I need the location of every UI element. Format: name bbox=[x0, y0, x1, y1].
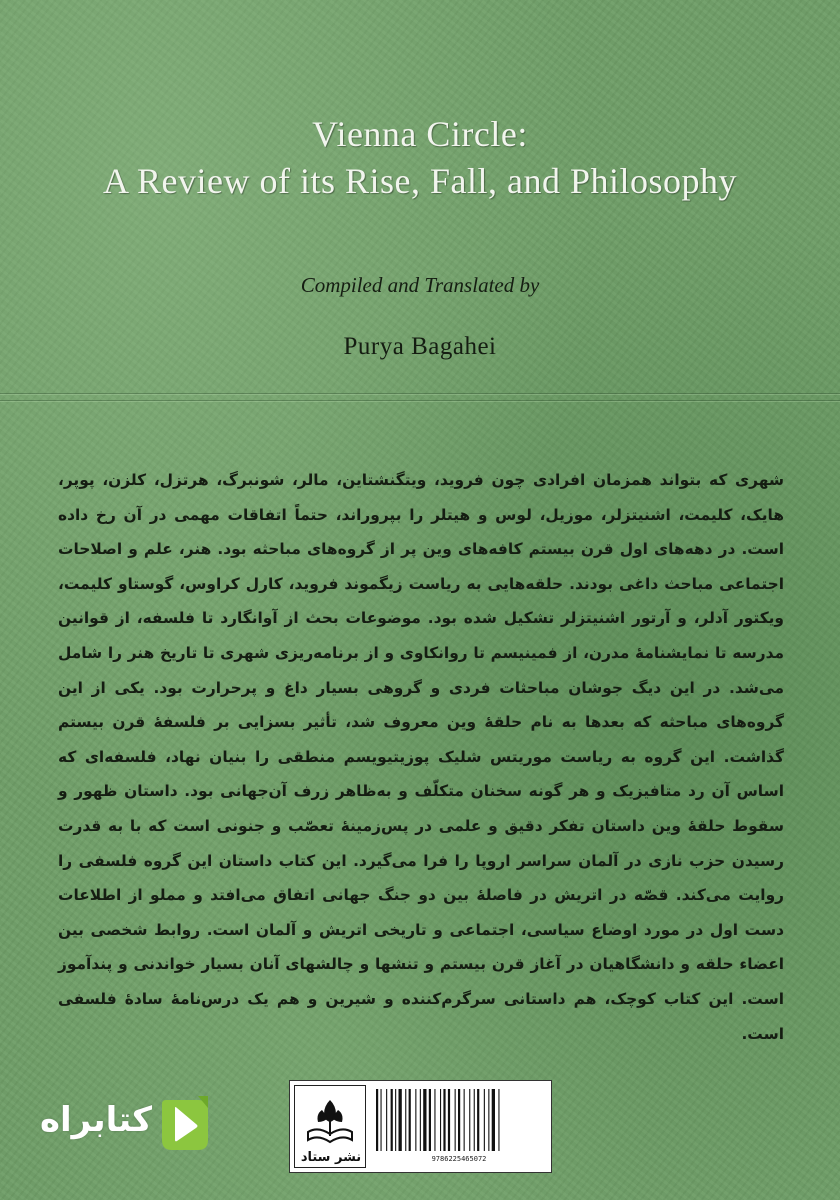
store-name: کتابراه bbox=[39, 1100, 152, 1140]
isbn-number: 9786225465072 bbox=[431, 1155, 487, 1163]
store-logo[interactable] bbox=[40, 1092, 212, 1156]
book-tree-icon bbox=[302, 1092, 358, 1148]
author-name: Purya Bagahei bbox=[343, 333, 497, 360]
bookmark-leaf-icon bbox=[158, 1094, 212, 1152]
description-text: شهری که بتواند همزمان افرادی چون فروید، ویتگنشتاین، مالر، شونبرگ، هرتزل، کلزن، پوپر، هایک، کلیمت، اشنیتزلر، موزیل، لوس و هیتلر را بپروراند، حتماً اتفاقات مهمی در آن رخ داده است. در دهه‌های اول قرن بیستم کافه‌های وین پر از گروه‌های مباحثه بود. هنر، علم و اصلاحات اجتماعی مباحث داغی بودند. حلقه‌هایی به ریاست زیگموند فروید، کارل کراوس، گوستاو کلیمت، ویکتور آدلر، و آرتور اشنیتزلر تشکیل شده بود. موضوعات بحث از آوانگارد تا فلسفه، از قوانین مدرسه تا نمایشنامهٔ مدرن، از فمینیسم تا روانکاوی و از برنامه‌ریزی شهری تا تاریخ هنر را شامل می‌شد. در این دیگ جوشان مباحثات فردی و گروهی بسیار داغ و پرحرارت بود. یکی از این گروه‌های مباحثه که بعدها به نام حلقهٔ وین معروف شد، تأثیر بسزایی بر فلسفهٔ قرن بیستم گذاشت. این گروه به ریاست موریتس شلیک پوزیتیویسم منطقی را بنیان نهاد، فلسفه‌ای که اساس آن رد متافیزیک و هر گونه سخنان متکلّف و به‌ظاهر زرف آن‌جهانی بود. داستان ظهور و سقوط حلقهٔ وین داستان تفکر دقیق و علمی در پس‌زمینهٔ تعصّب و جنونی است که با به قدرت رسیدن حزب نازی در آلمان سراسر اروپا را فرا می‌گیرد. این کتاب داستان این گروه فلسفی را روایت می‌کند. قصّه در اتریش در فاصلهٔ بین دو جنگ جهانی اتفاق می‌افتد و مملو از اطلاعات دست اول در مورد اوضاع سیاسی، اجتماعی و تاریخی اتریش و آلمان است. روابط شخصی بین اعضاء حلقه و دانشگاهیان در آغاز قرن بیستم و تنشها و چالشهای آنان بسیار خواندنی و پندآموز است. این کتاب کوچک، هم داستانی سرگرم‌کننده و شیرین و هم یک درس‌نامهٔ سادهٔ فلسفی است. bbox=[58, 471, 784, 1043]
barcode-panel bbox=[289, 1080, 552, 1173]
publisher-logo bbox=[294, 1085, 366, 1168]
emboss-line-lower bbox=[0, 400, 840, 402]
title-line-2: A Review of its Rise, Fall, and Philosophy bbox=[102, 161, 737, 201]
emboss-line-upper bbox=[0, 393, 840, 395]
publisher-name: نشر ستاد bbox=[300, 1150, 362, 1165]
barcode bbox=[374, 1089, 544, 1151]
byline: Compiled and Translated by bbox=[300, 273, 540, 297]
title-line-1: Vienna Circle: bbox=[312, 114, 528, 154]
